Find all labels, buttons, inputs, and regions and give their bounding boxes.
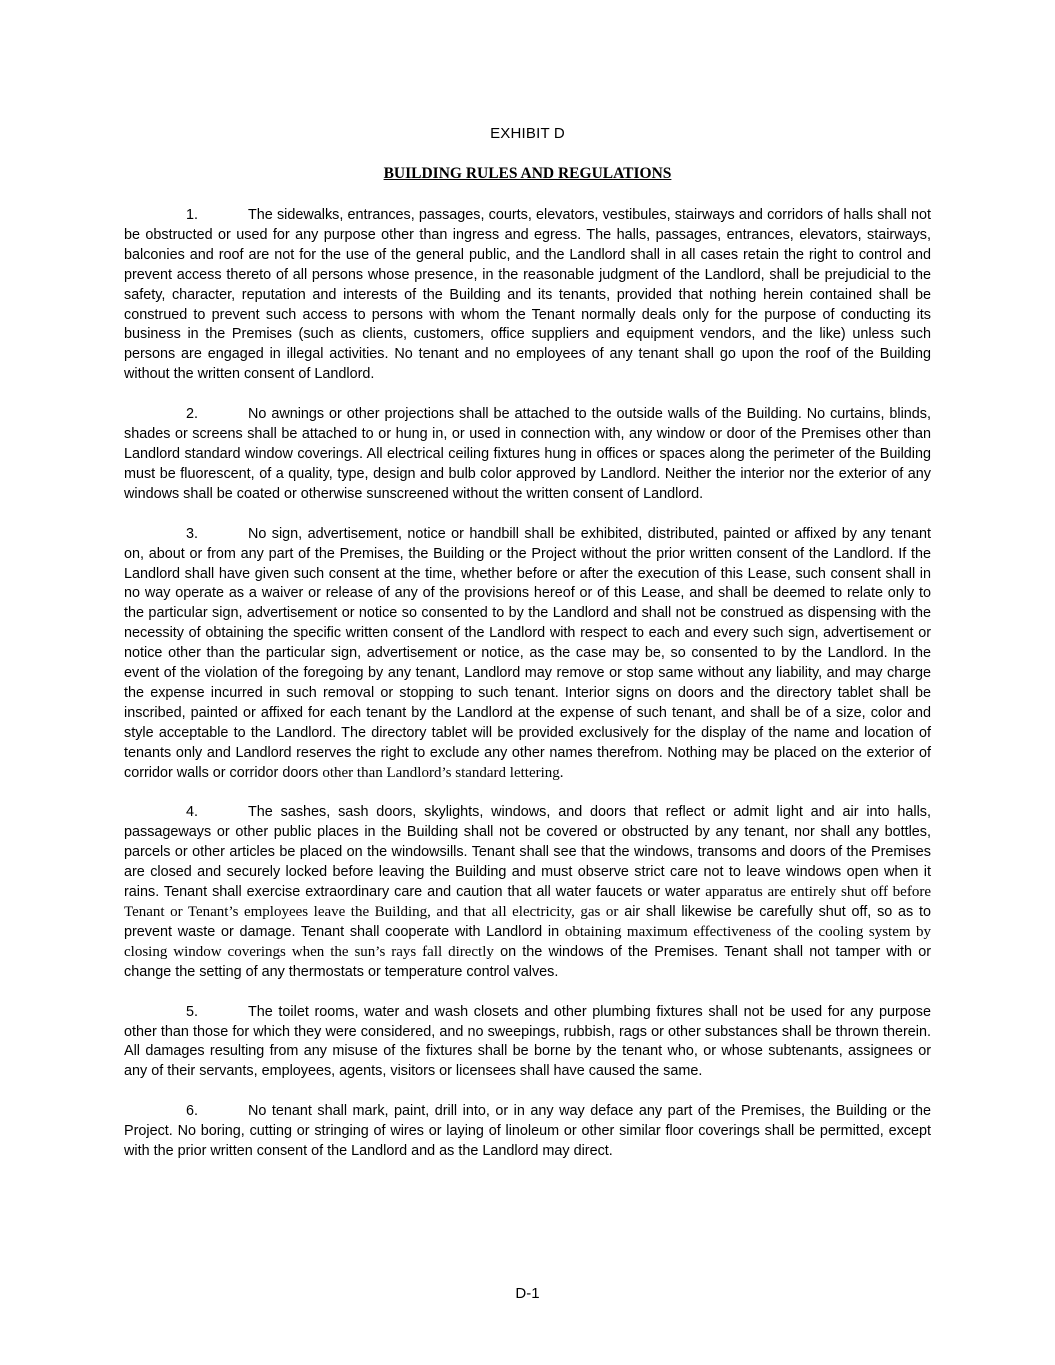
rule-paragraph-6 — [124, 1102, 931, 1162]
rule-paragraph-3 — [124, 525, 931, 784]
rule-text-serif-run: apparatus are entirely shut off before Tenant or Tenant’s employees leave the Building, and that all electricity, gas or — [124, 884, 931, 920]
rule-number: 1. — [186, 207, 199, 223]
rule-text: No tenant shall mark, paint, drill into, or in any way deface any part of the Premises, the Building or the Project. No boring, cutting or stringing of wires or laying of linoleum or other similar floor coverings shall be permitted, except with the prior written consent of the Landlord and as the Landlord may direct. — [124, 1103, 931, 1160]
rule-text: No awnings or other projections shall be attached to the outside walls of the Building. No curtains, blinds, shades or screens shall be attached to or hung in, or used in connection with, any window or door of the Premises other than Landlord standard window coverings. All electrical ceiling fixtures hung in offices or spaces along the perimeter of the Building must be fluorescent, of a quality, type, design and bulb color approved by Landlord. Neither the interior nor the exterior of any windows shall be coated or otherwise sunscreened without the written consent of Landlord. — [124, 406, 931, 502]
rule-text-serif-run-2: obtaining maximum effectiveness of the cooling system by closing window coverings when the sun’s rays fall directly — [124, 923, 931, 960]
rule-text-continued: air shall likewise be carefully shut off, so as to prevent waste or damage. Tenant shall cooperate with Landlord in — [124, 904, 931, 940]
document-title: BUILDING RULES AND REGULATIONS — [383, 165, 672, 182]
rule-number: 5. — [186, 1003, 199, 1020]
rule-paragraph-1 — [124, 206, 931, 385]
rule-text-end: on the windows of the Premises. Tenant shall not tamper with or change the setting of any thermostats or temperature control valves. — [124, 943, 931, 980]
rule-paragraph-4 — [124, 803, 931, 982]
exhibit-label: EXHIBIT D — [490, 125, 565, 142]
rules-body — [124, 206, 931, 1182]
rule-number: 6. — [186, 1103, 199, 1120]
rule-number: 3. — [186, 525, 199, 542]
rule-text: The toilet rooms, water and wash closets and other plumbing fixtures shall not be used for any purpose other than those for which they were considered, and no sweepings, rubbish, rags or other substances shall be thrown therein. All damages resulting from any misuse of the fixtures shall be borne by the tenant who, or whose subtenants, assignees or any of their servants, employees, agents, visitors or licensees shall have caused the same. — [124, 1003, 931, 1080]
rule-text: The sashes, sash doors, skylights, windows, and doors that reflect or admit light and air into halls, passageways or other public places in the Building shall not be covered or obstructed by any tenant, nor shall any bottles, parcels or other articles be placed on the windowsills. Tenant shall see that the windows, transoms and doors of the Premises are closed and securely locked before leaving the Building and must observe strict care not to leave windows open when it rains. Tenant shall exercise extraordinary care and caution that all water faucets or water — [124, 804, 931, 901]
rule-number: 2. — [186, 406, 199, 423]
rule-text: The sidewalks, entrances, passages, courts, elevators, vestibules, stairways and corridors of halls shall not be obstructed or used for any purpose other than ingress and egress. The halls, passages, entrances, elevators, stairways, balconies and roof are not for the use of the general public, and the Landlord shall in all cases retain the right to control and prevent access thereto of all persons whose presence, in the reasonable judgment of the Landlord, shall be prejudicial to the safety, character, reputation and interests of the Building and its tenants, provided that nothing herein contained shall be construed to prevent such access to persons with whom the Tenant normally deals only for the purpose of conducting its business in the Premises (such as clients, customers, office suppliers and equipment vendors, and the like) unless such persons are engaged in illegal activities. No tenant and no employees of any tenant shall go upon the roof of the Building without the written consent of Landlord. — [124, 207, 931, 383]
rule-paragraph-2 — [124, 405, 931, 505]
rule-text-tail: other than Landlord’s standard lettering. — [322, 764, 564, 781]
rule-number: 4. — [186, 804, 199, 821]
page-number: D-1 — [515, 1285, 540, 1302]
rule-paragraph-5 — [124, 1003, 931, 1083]
rule-text: No sign, advertisement, notice or handbill shall be exhibited, distributed, painted or affixed by any tenant on, about or from any part of the Premises, the Building or the Project without the prior written consent of the Landlord. If the Landlord shall have given such consent at the time, whether before or after the execution of this Lease, such consent shall in no way operate as a waiver or release of any of the provisions hereof or of this Lease, and shall be deemed to relate only to the particular sign, advertisement or notice so consented to by the Landlord and shall not be construed as dispensing with the necessity of obtaining the specific written consent of the Landlord with respect to each and every such sign, advertisement or notice other than the particular sign, advertisement or notice, as the case may be, so consented to by the Landlord. In the event of the violation of the foregoing by any tenant, Landlord may remove or stop same without any liability, and may charge the expense incurred in such removal or stopping to such tenant. Interior signs on doors and the directory tablet shall be inscribed, painted or affixed for each tenant by the Landlord at the expense of such tenant, and shall be of a size, color and style acceptable to the Landlord. The directory tablet will be provided exclusively for the display of the name and location of tenants only and Landlord reserves the right to exclude any other names therefrom. Nothing may be placed on the exterior of corridor walls or corridor doors — [124, 525, 931, 781]
